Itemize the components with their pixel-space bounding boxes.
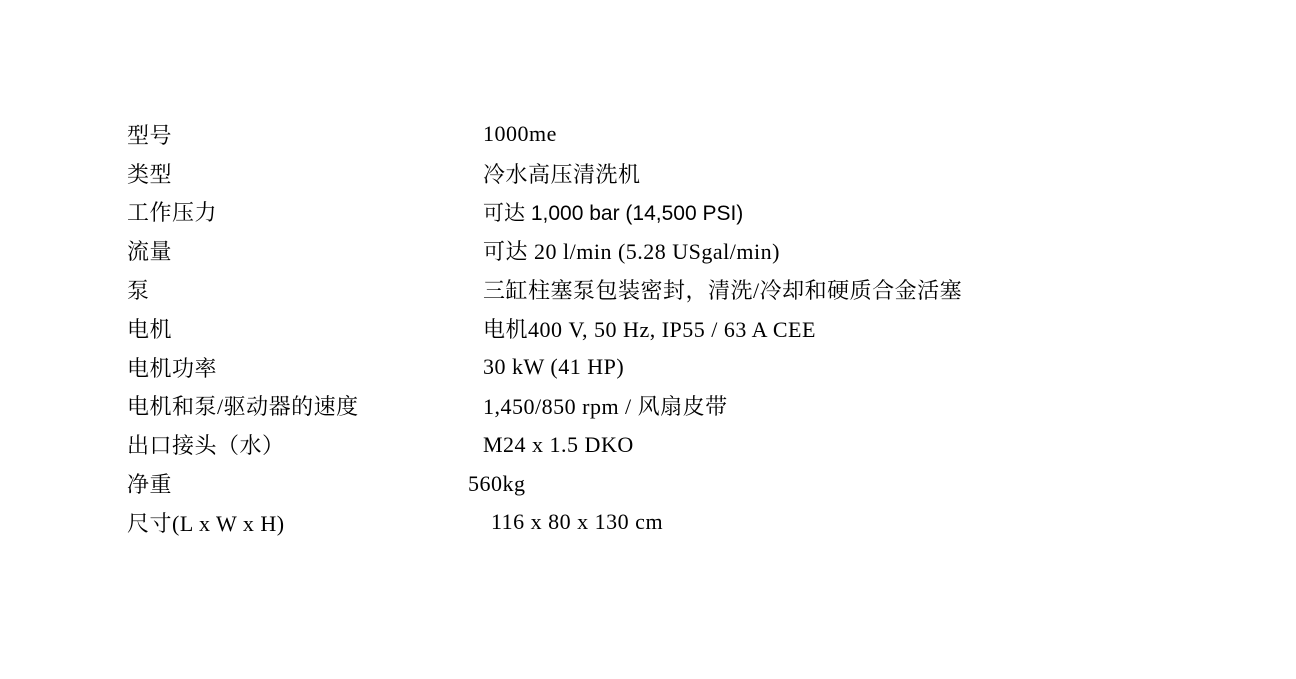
spec-label: 泵 <box>127 278 150 304</box>
spec-value: 可达 20 l/min (5.28 USgal/min) <box>483 239 780 265</box>
spec-row <box>127 387 962 426</box>
spec-label: 电机和泵/驱动器的速度 <box>127 394 359 420</box>
spec-row <box>127 309 962 348</box>
spec-label: 型号 <box>127 122 173 148</box>
spec-label: 流量 <box>127 239 173 265</box>
spec-value: M24 x 1.5 DKO <box>483 431 634 457</box>
spec-label: 出口接头（水） <box>127 433 285 459</box>
spec-value: 116 x 80 x 130 cm <box>491 509 664 535</box>
spec-label: 电机功率 <box>127 355 218 381</box>
spec-row <box>127 425 962 464</box>
spec-value: 冷水高压清洗机 <box>483 161 641 187</box>
spec-label: 净重 <box>127 472 173 498</box>
spec-value: 电机400 V, 50 Hz, IP55 / 63 A CEE <box>483 316 816 342</box>
spec-row <box>127 464 962 503</box>
spec-row <box>127 348 962 387</box>
spec-value: 30 kW (41 HP) <box>483 354 625 380</box>
spec-label: 类型 <box>127 161 173 187</box>
spec-value: 1000me <box>483 121 557 147</box>
spec-table <box>127 115 962 542</box>
spec-row <box>127 154 962 193</box>
spec-value: 1,450/850 rpm / 风扇皮带 <box>483 394 728 420</box>
spec-label: 电机 <box>127 316 173 342</box>
spec-row <box>127 503 962 542</box>
spec-value: 560kg <box>468 470 526 496</box>
spec-row <box>127 115 962 154</box>
spec-label: 工作压力 <box>127 200 218 226</box>
spec-value: 可达 1,000 bar (14,500 PSI) <box>483 201 744 225</box>
spec-row <box>127 270 962 309</box>
spec-value: 三缸柱塞泵包装密封，清洗/冷却和硬质合金活塞 <box>483 278 963 304</box>
spec-row <box>127 231 962 270</box>
spec-row <box>127 193 962 232</box>
spec-label: 尺寸(L x W x H) <box>127 510 285 536</box>
